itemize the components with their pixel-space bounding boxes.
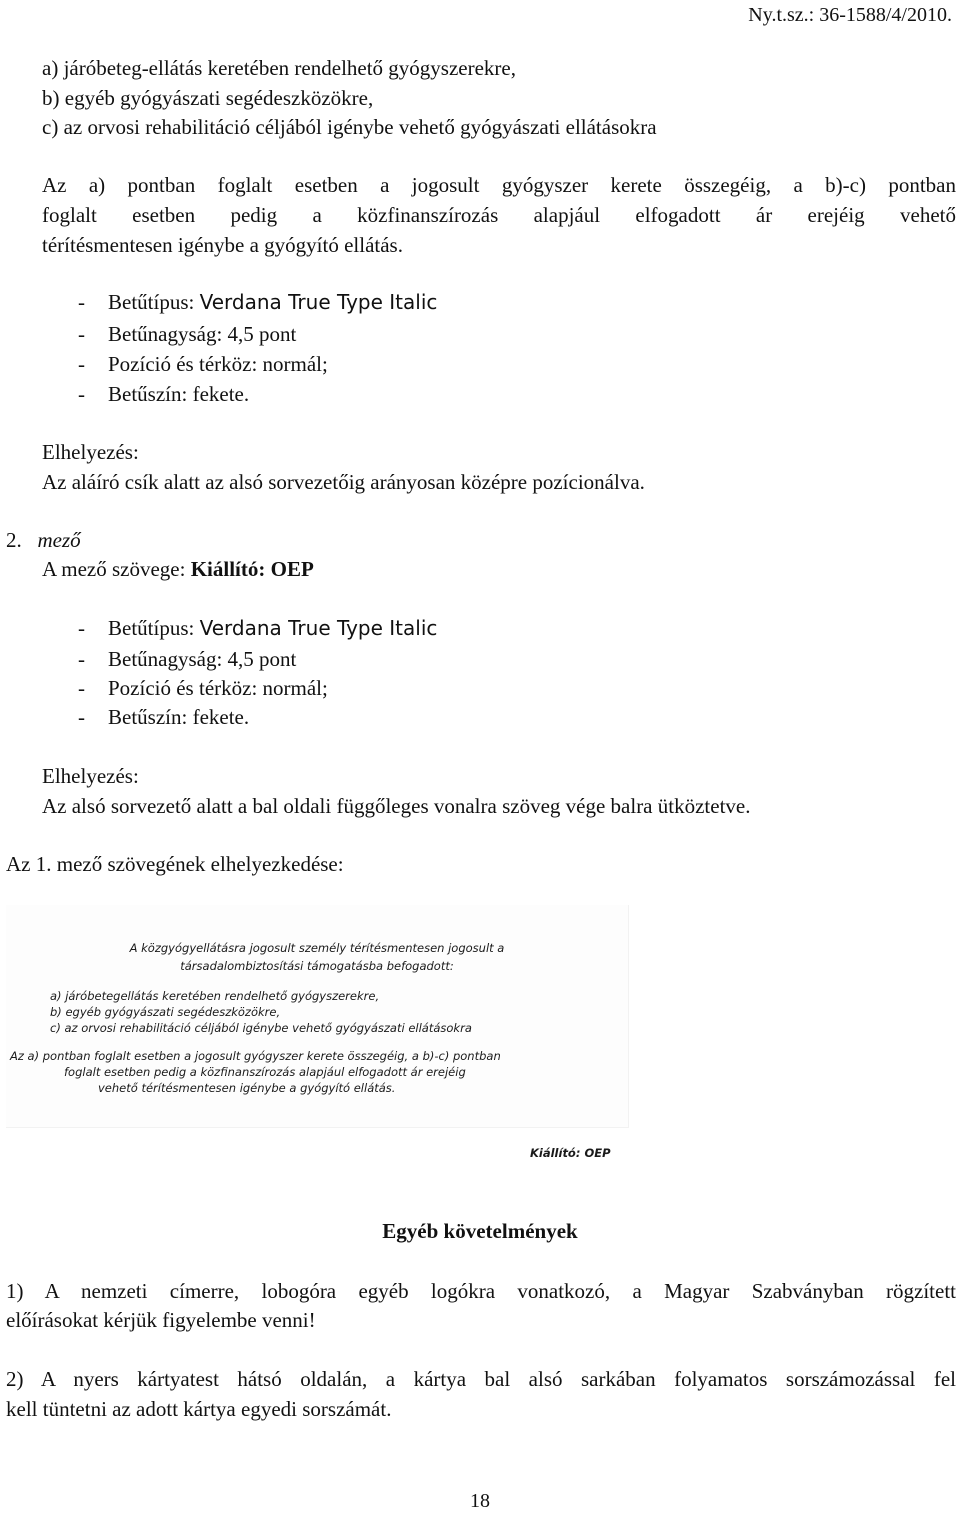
field-heading: 2. mező	[6, 528, 81, 552]
figure-line: A közgyógyellátásra jogosult személy térítésmentesen jogosult a	[129, 941, 505, 955]
paragraph-line: foglalt esetben pedig a közfinanszírozás alapjául elfogadott ár erejéig vehető	[42, 203, 956, 227]
issuer-label: Kiállító: OEP	[530, 1146, 611, 1160]
list-item: c) az orvosi rehabilitáció céljából igénybe vehető gyógyászati ellátásokra	[42, 115, 657, 139]
spec-position: - Pozíció és térköz: normál;	[78, 676, 328, 700]
figure-line: Az a) pontban foglalt esetben a jogosult gyógyszer kerete összegéig, a b)-c) pontban	[10, 1049, 501, 1063]
card-text-figure	[6, 905, 629, 1128]
reference-number: Ny.t.sz.: 36-1588/4/2010.	[748, 4, 952, 26]
spec-position: - Pozíció és térköz: normál;	[78, 352, 328, 376]
figure-line: b) egyéb gyógyászati segédeszközökre,	[50, 1005, 281, 1019]
figure-caption: Az 1. mező szövegének elhelyezkedése:	[6, 852, 344, 876]
spec-size: - Betűnagyság: 4,5 pont	[78, 647, 297, 671]
requirement-line: előírásokat kérjük figyelembe venni!	[6, 1308, 316, 1332]
field-text: A mező szövege: Kiállító: OEP	[42, 557, 314, 581]
placement-text: Az alsó sorvezető alatt a bal oldali függőleges vonalra szöveg vége balra ütköztetve.	[42, 794, 751, 818]
page-number: 18	[470, 1490, 490, 1512]
spec-font: - Betűtípus: Verdana True Type Italic	[78, 616, 438, 640]
figure-line: a) járóbetegellátás keretében rendelhető gyógyszerekre,	[50, 989, 380, 1003]
placement-text: Az aláíró csík alatt az alsó sorvezetőig arányosan középre pozícionálva.	[42, 470, 645, 494]
font-name: Verdana True Type Italic	[199, 616, 438, 640]
paragraph-line: térítésmentesen igénybe a gyógyító ellátás.	[42, 233, 403, 257]
requirement-line: 2) A nyers kártyatest hátsó oldalán, a kártya bal alsó sarkában folyamatos sorszámozással fel	[6, 1367, 956, 1391]
field-text-value: Kiállító: OEP	[190, 557, 314, 581]
figure-line: vehető térítésmentesen igénybe a gyógyító ellátás.	[98, 1081, 396, 1095]
font-name: Verdana True Type Italic	[199, 290, 438, 314]
figure-line: foglalt esetben pedig a közfinanszírozás alapjául elfogadott ár erejéig	[64, 1065, 466, 1079]
list-item: a) járóbeteg-ellátás keretében rendelhető gyógyszerekre,	[42, 56, 516, 80]
requirement-line: kell tüntetni az adott kártya egyedi sorszámát.	[6, 1397, 392, 1421]
figure-line: társadalombiztosítási támogatásba befogadott:	[180, 959, 454, 973]
spec-size: - Betűnagyság: 4,5 pont	[78, 322, 297, 346]
requirement-line: 1) A nemzeti címerre, lobogóra egyéb logókra vonatkozó, a Magyar Szabványban rögzített	[6, 1279, 956, 1303]
spec-color: - Betűszín: fekete.	[78, 705, 250, 729]
placement-label: Elhelyezés:	[42, 440, 139, 464]
figure-line: c) az orvosi rehabilitáció céljából igénybe vehető gyógyászati ellátásokra	[50, 1021, 472, 1035]
spec-color: - Betűszín: fekete.	[78, 382, 250, 406]
list-item: b) egyéb gyógyászati segédeszközökre,	[42, 86, 374, 110]
paragraph-line: Az a) pontban foglalt esetben a jogosult gyógyszer kerete összegéig, a b)-c) pontban	[42, 173, 956, 197]
spec-font: - Betűtípus: Verdana True Type Italic	[78, 290, 438, 314]
placement-label: Elhelyezés:	[42, 764, 139, 788]
section-heading: Egyéb követelmények	[382, 1219, 578, 1243]
